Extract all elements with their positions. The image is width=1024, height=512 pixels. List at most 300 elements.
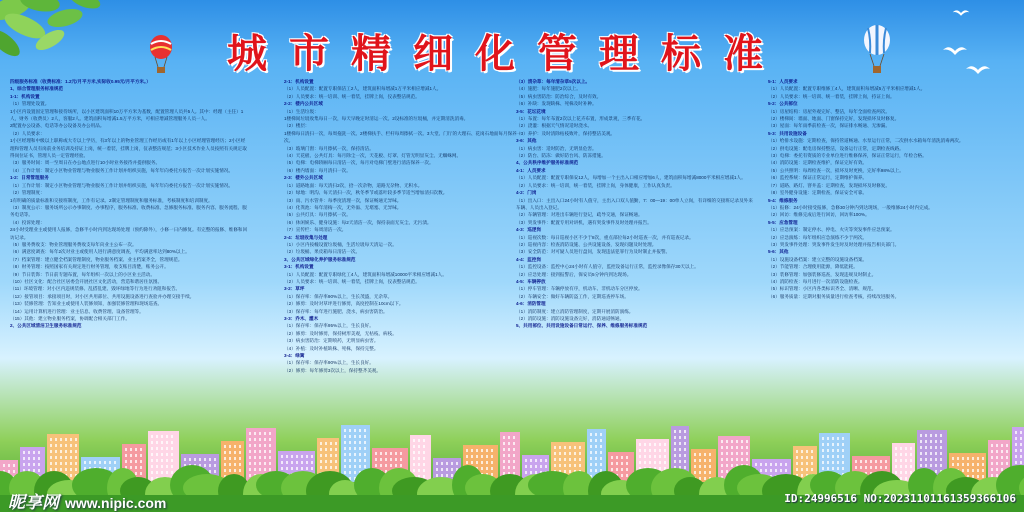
building-window [264,432,266,435]
building-window [935,446,937,449]
building-window [491,449,493,452]
building-window [55,444,57,447]
building-window [842,449,844,452]
text-line: （2）修剪：及时修剪，保持树形美观，无枯枝、病枝。 [284,330,397,336]
building-window [513,448,515,451]
text-line: （1）巡视次数：每日巡视小区不少于8次，重点部位每2小时巡查一次，并有巡查记录。 [516,234,694,240]
building-window [70,438,72,441]
building-window [135,448,137,451]
building-window [171,441,173,444]
building-window [832,449,834,452]
building-window [930,446,932,449]
building-window [249,438,251,441]
building-window [822,449,824,452]
building-window [330,448,332,451]
column-body [10,85,248,329]
building-window [940,440,942,443]
text-line: 2配置办公设备、电话等办公设备及办公用品。 [10,123,105,129]
building-window [234,451,236,454]
building-window [684,442,686,445]
building-window [249,444,251,447]
text-line: （2）浇灌：根据天气情况适时浇水。 [516,123,593,129]
text-line: （4）施肥：每年施肥2次以上。 [516,86,581,92]
building-window [721,446,723,449]
building-window [940,434,942,437]
text-line: （3）屋面：每年雨季前检查一次，保证排水畅通、无渗漏。 [768,123,890,129]
building-window [659,443,661,446]
watermark-id: ID:24996516 NO:20231101161359366106 [784,492,1016,505]
building-window [166,435,168,438]
page-title: 城市精细化管理标准 [227,31,785,77]
text-line: （10）社区文化：配合社区居委会开展社区文化活动，营造和谐居住氛围。 [10,278,163,284]
text-line: （4）补植：及时补植缺株、死株，保持完整。 [284,345,379,351]
building-window [600,439,602,442]
building-window [674,442,676,445]
text-line: （4）工作计划：制定小区物业管理与物业服务工作计划并组织实施，每年年向委托方报告一次计划实施情况。 [10,167,234,173]
building-window [239,445,241,448]
text-line: （2）人员要求：统一培训，统一着装，挂牌上岗，身体健康，工作认真负责。 [516,182,675,188]
building-window [1001,450,1003,453]
text-line: （5）标识管理：小区内各类标识齐全、清晰、规范。 [768,286,877,292]
text-line: （1）小区内按幢设置垃圾桶，生活垃圾每天清运一次。 [284,241,397,247]
building-window [156,435,158,438]
building-window [151,447,153,450]
text-line: （4）消防检查：每月进行一次消防设施检查。 [768,278,863,284]
building-window [1020,437,1022,440]
building-window [731,440,733,443]
building-window [595,439,597,442]
building-window [269,450,271,453]
text-line: 4-2：门岗 [516,190,537,196]
text-line: 3-5：花坛花境 [516,108,546,114]
building-window [344,435,346,438]
text-line: （8）财务管理：按照国家有关规定进行财务管理，收支账目清楚，账务公开。 [10,264,169,270]
text-line: （15）其他：建立物业服务档案，协调配合相关部门工作。 [10,316,130,321]
building-window [920,440,922,443]
building-window [559,446,561,449]
text-line: （3）突发事件：配置专用对讲机，遇有突发事件及时处理并报告。 [516,219,652,225]
building-window [33,451,35,454]
building-window [736,446,738,449]
building-window [644,443,646,446]
text-line: （6）满意度调查：每年2次对业主或使用人进行满意度调查，平均满意率达到80%以上。 [10,249,190,255]
building-window [654,443,656,446]
building-window [75,438,77,441]
building-window [822,443,824,446]
text-line: 5-6：其他 [768,249,789,255]
building-window [28,451,30,454]
building-window [171,435,173,438]
watermark-brand [8,488,166,512]
building-window [837,437,839,440]
building-window [1015,449,1017,452]
text-line: （2）修剪：及时对草坪进行修剪，高度控制在10cm以下。 [284,301,404,307]
building-window [996,444,998,447]
building-window [320,448,322,451]
text-line: （3）服务时间：周一至周日在办公地点进行10小时业务接待并提供服务。 [10,160,161,166]
building-window [229,451,231,454]
building-window [349,447,351,450]
building-window [161,441,163,444]
text-line: （4）化粪池：每年清掏一次，无外溢、无堵塞、无异味。 [284,204,402,210]
text-line: （5）公共照明：每周检查一次，损坏及时更换，完好率98%以上。 [768,167,904,173]
building-window [249,432,251,435]
building-window [679,430,681,433]
building-window [1015,443,1017,446]
text-line: 3、公共区域绿化养护服务标准规范 [284,256,356,262]
building-window [741,446,743,449]
building-window [254,432,256,435]
building-window [70,444,72,447]
text-line: 1小区经理和中级以上职称或大专以上学历，有3年以上的物业管理工作经历或有1年以上小区经理管理经历；2小区经理和管理人员有岗前业务培训及持证上岗，统一着装，挂牌上岗，仪表整洁规范；3小区技术作业人员按照有关规定取得岗位证书，管理人员一定管理经验。 [10,138,247,159]
building-window [418,445,420,448]
building-window [259,438,261,441]
text-line: （7）宣传栏：每周清洁一次。 [284,227,347,233]
building-window [679,448,681,451]
text-line: 4-1：人员要求 [516,167,546,173]
building-window [731,446,733,449]
text-line: 2、公共区域清洁卫生服务标准规范 [10,323,82,329]
text-line: （2）车辆安全：做好车辆防盗工作，定期巡查停车场。 [516,293,629,299]
building-window [151,441,153,444]
text-line: （5）服务费收支：物业管理服务费收支每年向业主公布一次。 [10,241,137,247]
building-window [726,446,728,449]
watermark-brand-text: 昵享网 [8,493,59,512]
building-window [590,439,592,442]
building-window [600,451,602,454]
text-line: （6）服务质量：定期对服务质量进行检查考核，持续改进服务。 [768,293,900,299]
building-window [423,439,425,442]
text-line: （7）档案管理：建立健全档案管理制度，物业服务档案、业主档案齐全，管理规范。 [10,256,183,262]
text-line: （2）应急演练：每年组织应急演练不少于两次。 [768,234,868,240]
building-window [930,440,932,443]
text-line: （2）管理制度： [10,190,45,196]
building-window [1001,444,1003,447]
building-window [925,440,927,443]
building-window [75,444,77,447]
building-window [60,450,62,453]
building-window [1006,450,1008,453]
building-window [508,436,510,439]
text-line: （2）垃圾桶、果皮箱每日清洁一次。 [284,249,361,255]
building-window [335,442,337,445]
text-line: （1）病虫害：适时防治，无明显危害。 [516,145,597,151]
building-window [359,435,361,438]
building-window [930,434,932,437]
building-window [23,451,25,454]
building-window [811,450,813,453]
text-line: （1）保存率：保存率90%以上，生长良好。 [284,360,374,366]
building-window [349,435,351,438]
building-window [166,447,168,450]
building-window [259,432,261,435]
building-window [684,448,686,451]
text-line: 1-2：日常管理服务 [10,175,49,181]
building-window [254,450,256,453]
building-window [508,442,510,445]
building-window [827,449,829,452]
building-window [503,448,505,451]
building-window [842,437,844,440]
building-window [796,450,798,453]
building-window [330,442,332,445]
text-line: 2-4：垃圾收集与处理 [284,234,328,240]
building-window [513,442,515,445]
watermark-url: www.nipic.com [65,495,167,511]
text-line: （1）人员配置：配置专职维修工4人，建筑面积每增减5万平米相应增减1人。 [768,86,926,92]
text-line: （1）保存率：保存率90%以上，生长茂盛，无杂草。 [284,293,393,299]
building-window [564,446,566,449]
building-window [674,436,676,439]
text-line: 3-2：草坪 [284,286,305,292]
text-line: （2）防台、防冻：做好防台风、防冻措施。 [516,153,606,159]
text-line: （2）人员要求：统一培训、统一着装，挂牌上岗，仪表整洁规范。 [284,93,420,99]
building-window [254,444,256,447]
building-window [1020,431,1022,434]
building-window [234,445,236,448]
content-columns [10,78,1014,438]
column-heading: 5-1：人员要求 [768,79,798,84]
text-line: （1）出入口：主出入口24小时有人值守，主出入口双人值勤，7：00—19：00单人立岗，有详细的交接班记录及外来车辆、人员出入登记。 [516,197,753,210]
text-line: （6）监控系统：保证正常运行，定期维护保养。 [768,175,868,181]
building-window [151,435,153,438]
building-window [600,433,602,436]
building-window [644,449,646,452]
building-window [905,447,907,450]
building-window [991,444,993,447]
building-window [649,449,651,452]
building-window [259,450,261,453]
building-window [359,429,361,432]
building-window [423,445,425,448]
building-window [413,439,415,442]
text-line: （6）休闲娱乐、健身设施：每2天清洁一次，保持表面无灰尘、无污渍。 [284,219,432,225]
text-line: 3-6：其他 [516,138,537,144]
building-window [239,451,241,454]
text-column-4 [768,78,1006,434]
building-window [161,435,163,438]
building-window [664,449,666,452]
building-window [590,445,592,448]
text-line: （3）保存率：每年进行施肥、浇水，病虫害防治。 [284,308,388,314]
building-window [70,450,72,453]
building-window [156,441,158,444]
text-line: （2）节能管理：合理使用能源，降低能耗。 [768,264,858,270]
text-line: （4）消防设施：定期检查维护，保证完好有效。 [768,160,868,166]
building-window [822,437,824,440]
text-line: （1）人员配置：配置专职保安12人，每增加一个主出入口相应增加6人，建筑面积每增减8000平米相应增减1人。 [516,175,746,181]
building-window [156,447,158,450]
text-line: 1有明确的质量标准和交接班制度，工作有记录。2制定管理制度和服务标准，考核制度和培训制度。 [10,197,213,203]
text-line: （9）节日装饰：节日前专题布置，每年组织一次以上的小区业主活动。 [10,271,155,277]
building-window [910,447,912,450]
building-window [746,440,748,443]
building-window [423,451,425,454]
building-window [935,440,937,443]
building-window [65,438,67,441]
building-window [1006,444,1008,447]
text-line: （12）接管项目：承接项目时，对小区共用部位、共用设施设备进行查验并办理交接手续。 [10,293,195,299]
building-window [569,446,571,449]
building-window [359,441,361,444]
building-window [320,442,322,445]
building-window [65,444,67,447]
column-heading: （3）清杂草：每年清杂草5次以上。 [516,79,591,84]
building-window [595,451,597,454]
text-column-3 [516,78,754,434]
text-line: （5）公共灯具：每月擦拭一次。 [284,212,351,218]
text-line: （1）设施设备档案：建立完整的设施设备档案。 [768,256,868,262]
text-line: （11）环境管理：对小区内违规装修、乱搭乱建、毁坏绿地等行为进行劝阻和报告。 [10,286,181,292]
text-line: （2）回访：维修完成后进行回访，回访率100%。 [768,212,870,218]
building-window [75,450,77,453]
building-window [684,430,686,433]
building-window [349,429,351,432]
text-line: （1）生活垃圾： [284,108,319,114]
text-line: （2）修剪：每年修剪3次以上，保持整齐美观。 [284,367,381,373]
building-window [55,450,57,453]
building-window [721,440,723,443]
building-window [269,444,271,447]
building-window [335,448,337,451]
building-window [269,432,271,435]
building-window [736,440,738,443]
building-window [595,445,597,448]
building-window [726,440,728,443]
building-window [171,447,173,450]
text-line: 5-4：维修服务 [768,197,798,203]
building-window [801,450,803,453]
text-line: （2）供电设施：配电房保持整洁，设备运行正常，定期检查线路。 [768,145,904,151]
text-line: 3-4：绿篱 [284,353,305,359]
text-line: （2）楼层： [284,123,310,129]
text-line: 4-5：车辆停放 [516,278,546,284]
text-line: 1楼梯每日清扫一次，每周拖洗一次。2楼梯扶手、栏杆每周擦拭一次。3大堂、门厅的大理石、花岗石地面每月保养一次。 [284,130,522,144]
building-window [55,438,57,441]
building-window [806,450,808,453]
text-line: （5）病虫害防治：防治综合，及时有效。 [516,93,602,99]
building-window [486,449,488,452]
building-window [935,434,937,437]
text-line: （1）工作计划：制定小区物业管理与物业服务工作计划并组织实施，每年年向委托方报告一次计划实施情况。 [10,182,234,188]
text-line: （6）补缺：发现缺株、死株及时补种。 [516,101,597,107]
building-window [639,449,641,452]
building-window [503,436,505,439]
text-line: （7）道路、路灯、窨井盖：定期检查，发现损坏及时修复。 [768,182,890,188]
text-line: 3-1：机构设置 [284,264,314,270]
building-window [224,451,226,454]
building-window [354,447,356,450]
building-window [837,443,839,446]
text-line: （2）楼梯间：墙面、地面、门窗保持完好，发现损坏及时修复。 [768,116,900,122]
text-line: （3）玻璃门窗：每月擦拭一次，保持清洁。 [284,145,374,151]
text-line: 4-4：监控岗 [516,256,542,262]
text-line: 2-3：楼外公共区域 [284,175,323,181]
building-window [674,448,676,451]
building-window [359,447,361,450]
column-heading: 2-1：机构设置 [284,79,314,84]
building-window [413,445,415,448]
building-window [364,435,366,438]
building-window [254,438,256,441]
building-window [579,446,581,449]
hot-air-balloon-icon [862,24,892,76]
building-window [471,449,473,452]
text-line: （3）安全防范：对可疑人员进行盘问，发现违法犯罪行为及时制止并报警。 [516,249,671,255]
text-line: 4-6：消防管理 [516,301,546,307]
building-window [354,435,356,438]
text-line: （1）房屋结构：房屋外观完好、整洁，每年全面检查两次。 [768,108,890,114]
building-window [679,442,681,445]
building-window [259,444,261,447]
building-window [508,448,510,451]
text-line: （14）运用计算机进行管理：业主信息、收费管理、设备管理等。 [10,308,144,314]
building-window [925,434,927,437]
text-line: （1）布置：每年布置2次以上花卉布置，形成景观，三季有花。 [516,116,646,122]
building-window [895,447,897,450]
building-window [130,448,132,451]
column-body [516,85,754,329]
building-window [827,443,829,446]
building-window [659,449,661,452]
building-window [229,445,231,448]
text-line: （4）投诉处理： [10,219,45,225]
text-line: （1）应急预案：制定停水、停电、火灾等突发事件应急预案。 [768,227,895,233]
building-window [224,445,226,448]
text-line: 5-2：公共部位 [768,101,798,107]
text-line: 5、共用部位、共用设施设备日常运行、保养、维修服务标准规范 [516,323,648,329]
building-window [344,447,346,450]
building-window [920,446,922,449]
building-window [264,444,266,447]
text-line: （3）电梯：委托有资质的专业单位进行维修保养，保证正常运行，年检合格。 [768,153,927,159]
building-window [842,443,844,446]
building-window [837,449,839,452]
building-window [349,441,351,444]
building-window [325,442,327,445]
text-line: （3）养护：及时清除枯枝败叶，保持整洁美观。 [516,130,616,136]
building-window [590,451,592,454]
building-window [991,450,993,453]
text-line: （1）消防制度：建立消防管理制度，定期开展消防演练。 [516,308,634,314]
building-window [38,451,40,454]
text-line: （1）报修：24小时接受报修，急修30分钟内到达现场，一般维修24小时内完成。 [768,204,933,210]
text-line: （3）病虫害防治：定期喷药，无明显病虫害。 [284,338,379,344]
text-line: （3）装修管理：加强装修巡查，发现违规及时制止。 [768,271,877,277]
building-window [1020,449,1022,452]
text-line: 4-3：巡逻岗 [516,227,542,233]
building-window [746,446,748,449]
text-line: 1、综合管理服务标准规范 [10,86,64,92]
text-line: （2）消防设施：消防设施设备完好，消防通道畅通。 [516,316,625,321]
building-window [364,429,366,432]
building-window [364,447,366,450]
building-window [264,450,266,453]
building-window [418,451,420,454]
text-line: （2）车辆管理：对进出车辆进行登记，疏导交通，保证畅通。 [516,212,643,218]
building-window [595,433,597,436]
text-column-1 [10,78,248,434]
text-line: 1-1：机构设置 [10,93,40,99]
text-line: （1）人员配置：配置专职保洁工2人，建筑面积每增减1万平米相应增减1人。 [284,86,442,92]
building-window [344,429,346,432]
building-window [832,437,834,440]
building-window [684,436,686,439]
text-line: （1）保存率：保存率95%以上，生长良好。 [284,323,374,329]
building-window [354,429,356,432]
building-window [466,449,468,452]
building-window [940,446,942,449]
